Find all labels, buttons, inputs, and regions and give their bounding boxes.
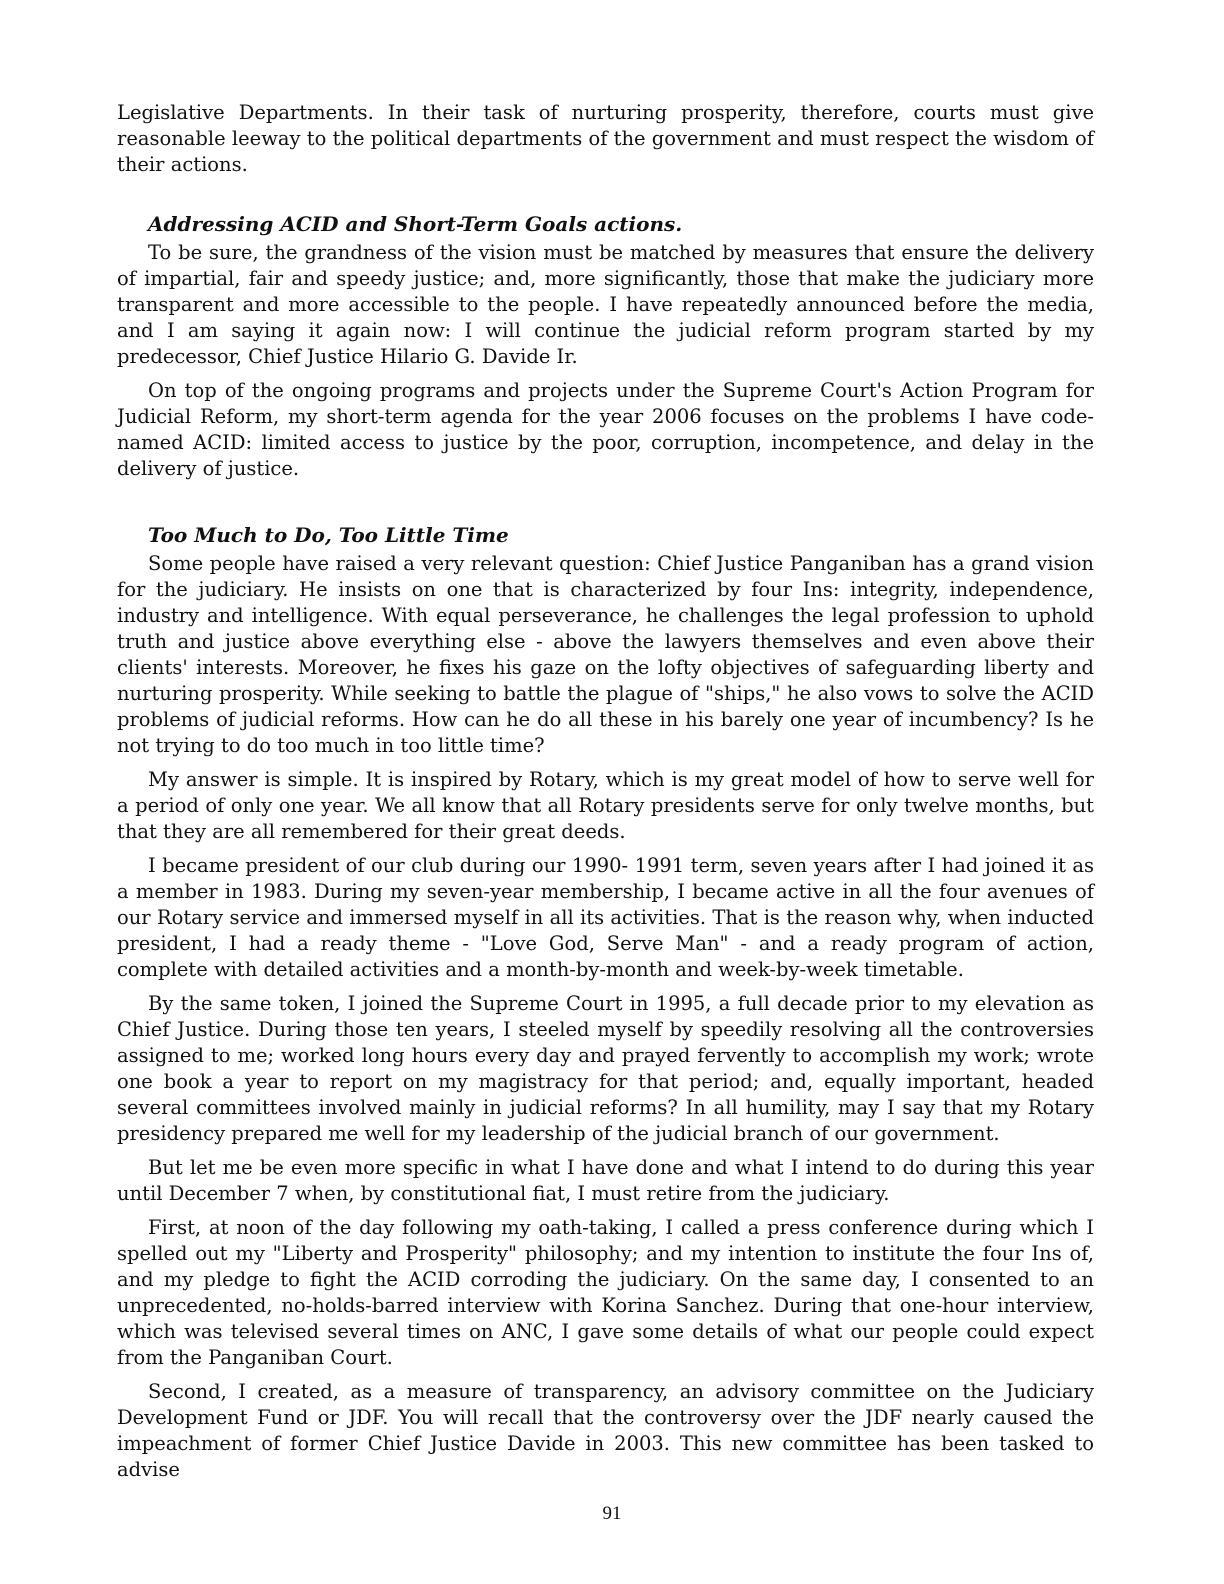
paragraph: Second, I created, as a measure of transparency, an advisory committee on the Judiciary Development Fund or JDF. You will recall that the controversy over the JDF nearly caused the impeachment of former Chief Justice Davide in 2003. This new committee has been tasked to advise	[117, 1380, 1094, 1481]
page-number: 91	[602, 1503, 622, 1524]
paragraph: First, at noon of the day following my oath-taking, I called a press conference during which I spelled out my "Liberty and Prosperity" philosophy; and my intention to institute the four Ins of, and my pledge to fight the ACID corroding the judiciary. On the same day, I consented to an unprecedented, no-holds-barred interview with Korina Sanchez. During that one-hour interview, which was televised several times on ANC, I gave some details of what our people could expect from the Panganiban Court.	[117, 1216, 1094, 1369]
paragraph: But let me be even more specific in what I have done and what I intend to do during this year until December 7 when, by constitutional fiat, I must retire from the judiciary.	[117, 1156, 1094, 1205]
paragraph: By the same token, I joined the Supreme Court in 1995, a full decade prior to my elevation as Chief Justice. During those ten years, I steeled myself by speedily resolving all the controversies assigned to me; worked long hours every day and prayed fervently to accomplish my work; wrote one book a year to report on my magistracy for that period; and, equally important, headed several committees involved mainly in judicial reforms? In all humility, may I say that my Rotary presidency prepared me well for my leadership of the judicial branch of our government.	[117, 992, 1094, 1145]
paragraph: To be sure, the grandness of the vision must be matched by measures that ensure the delivery of impartial, fair and speedy justice; and, more significantly, those that make the judiciary more transparent and more accessible to the people. I have repeatedly announced before the media, and I am saying it again now: I will continue the judicial reform program started by my predecessor, Chief Justice Hilario G. Davide Ir.	[117, 241, 1094, 368]
document-page	[117, 100, 1094, 1491]
paragraph: I became president of our club during our 1990- 1991 term, seven years after I had joined it as a member in 1983. During my seven-year membership, I became active in all the four avenues of our Rotary service and immersed myself in all its activities. That is the reason why, when inducted president, I had a ready theme - "Love God, Serve Man" - and a ready program of action, complete with detailed activities and a month-by-month and week-by-week timetable.	[117, 854, 1094, 981]
section-heading-too-much: Too Much to Do, Too Little Time	[148, 523, 509, 547]
paragraph: Some people have raised a very relevant question: Chief Justice Panganiban has a grand vision for the judiciary. He insists on one that is characterized by four Ins: integrity, independence, industry and intelligence. With equal perseverance, he challenges the legal profession to uphold truth and justice above everything else - above the lawyers themselves and even above their clients' interests. Moreover, he fixes his gaze on the lofty objectives of safeguarding liberty and nurturing prosperity. While seeking to battle the plague of "ships," he also vows to solve the ACID problems of judicial reforms. How can he do all these in his barely one year of incumbency? Is he not trying to do too much in too little time?	[117, 552, 1094, 757]
paragraph: My answer is simple. It is inspired by Rotary, which is my great model of how to serve well for a period of only one year. We all know that all Rotary presidents serve for only twelve months, but that they are all remembered for their great deeds.	[117, 768, 1094, 843]
section-heading-acid: Addressing ACID and Short-Term Goals actions.	[148, 212, 683, 236]
opening-paragraph: Legislative Departments. In their task of nurturing prosperity, therefore, courts must give reasonable leeway to the political departments of the government and must respect the wisdom of their actions.	[117, 101, 1094, 176]
paragraph: On top of the ongoing programs and projects under the Supreme Court's Action Program for Judicial Reform, my short-term agenda for the year 2006 focuses on the problems I have code-named ACID: limited access to justice by the poor, corruption, incompetence, and delay in the delivery of justice.	[117, 379, 1094, 480]
